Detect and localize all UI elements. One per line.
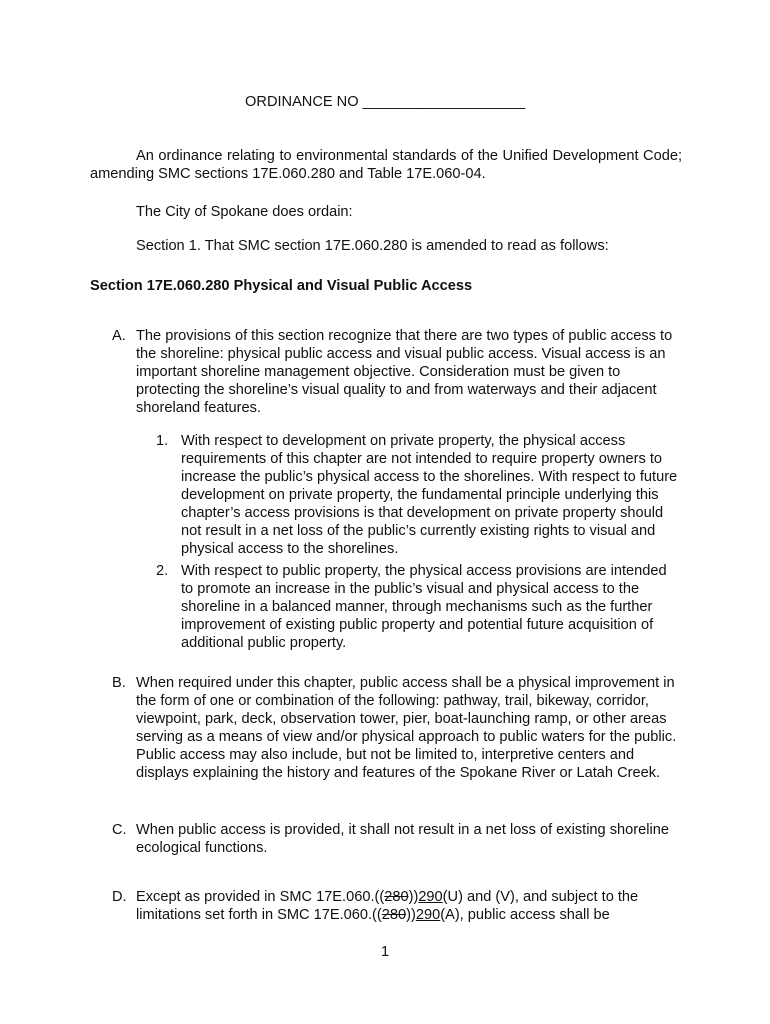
inserted-text: 290 <box>415 907 441 923</box>
intro-paragraph: An ordinance relating to environmental standards of the Unified Development Code; amending SMC sections 17E.060.280 and Table 17E.060-04. <box>90 148 682 182</box>
item-a <box>112 327 682 417</box>
item-b-text: When required under this chapter, public access shall be a physical improvement in the form of one or combination of the following: pathway, trail, bikeway, corridor, viewpoint, park, deck, observation tower, pier, boat-launching ramp, or other areas serving as a means of view and/or physical approach to public waters for the public. Public access may also include, but not be limited to, interpretive centers and displays explaining the history and features of the Spokane River or Latah Creek. <box>136 675 677 781</box>
item-c <box>112 821 682 857</box>
ordain-line: The City of Spokane does ordain: <box>136 204 353 220</box>
deleted-text: 280 <box>384 889 409 905</box>
item-d-text-part: )) <box>406 907 416 923</box>
item-d-text-part: Except as provided in SMC 17E.060.(( <box>136 889 385 905</box>
item-b-label: B. <box>112 675 126 691</box>
item-a-sub-2-label: 2. <box>156 563 169 579</box>
item-b <box>112 674 682 782</box>
item-a-sub-2-text: With respect to public property, the physical access provisions are intended to promote an increase in the public’s visual and physical access to the shoreline in a balanced manner, through mechanisms such as the further improvement of existing public property and potential future acquisition of additional public property. <box>181 563 667 651</box>
item-d-text-part: )) <box>408 889 419 905</box>
section1-line: Section 1. That SMC section 17E.060.280 is amended to read as follows: <box>136 238 609 254</box>
item-a-sub-1-label: 1. <box>156 433 169 449</box>
item-c-label: C. <box>112 822 127 838</box>
section-heading: Section 17E.060.280 Physical and Visual Public Access <box>90 278 473 294</box>
ordinance-title: ORDINANCE NO ____________________ <box>245 94 525 110</box>
item-d-text-part: (A), public access shall be <box>440 907 610 923</box>
inserted-text: 290 <box>418 889 443 905</box>
item-d <box>112 888 682 924</box>
item-c-text: When public access is provided, it shall not result in a net loss of existing shoreline ecological functions. <box>136 822 669 856</box>
item-a-sub-1 <box>156 432 682 558</box>
item-d-text <box>136 888 682 924</box>
item-a-text: The provisions of this section recognize that there are two types of public access to the shoreline: physical public access and visual public access. Visual access is an important shoreline management objective. Consideration must be given to protecting the shoreline’s visual quality to and from waterways and their adjacent shoreland features. <box>136 328 673 416</box>
item-d-text-part: (U) and (V), and subject to the limitations set forth in SMC 17E.060.(( <box>136 889 639 923</box>
deleted-text: 280 <box>381 907 407 923</box>
page-number: 1 <box>380 944 390 960</box>
item-a-sub-2 <box>156 562 682 652</box>
item-a-sub-1-text: With respect to development on private property, the physical access requirements of this chapter are not intended to require property owners to increase the public’s physical access to the shorelines. With respect to future development on private property, the fundamental principle underlying this chapter’s access provisions is that development on private property should not result in a net loss of the public’s currently existing rights to visual and physical access to the shorelines. <box>181 433 678 557</box>
item-a-label: A. <box>112 328 126 344</box>
item-d-label: D. <box>112 889 127 905</box>
